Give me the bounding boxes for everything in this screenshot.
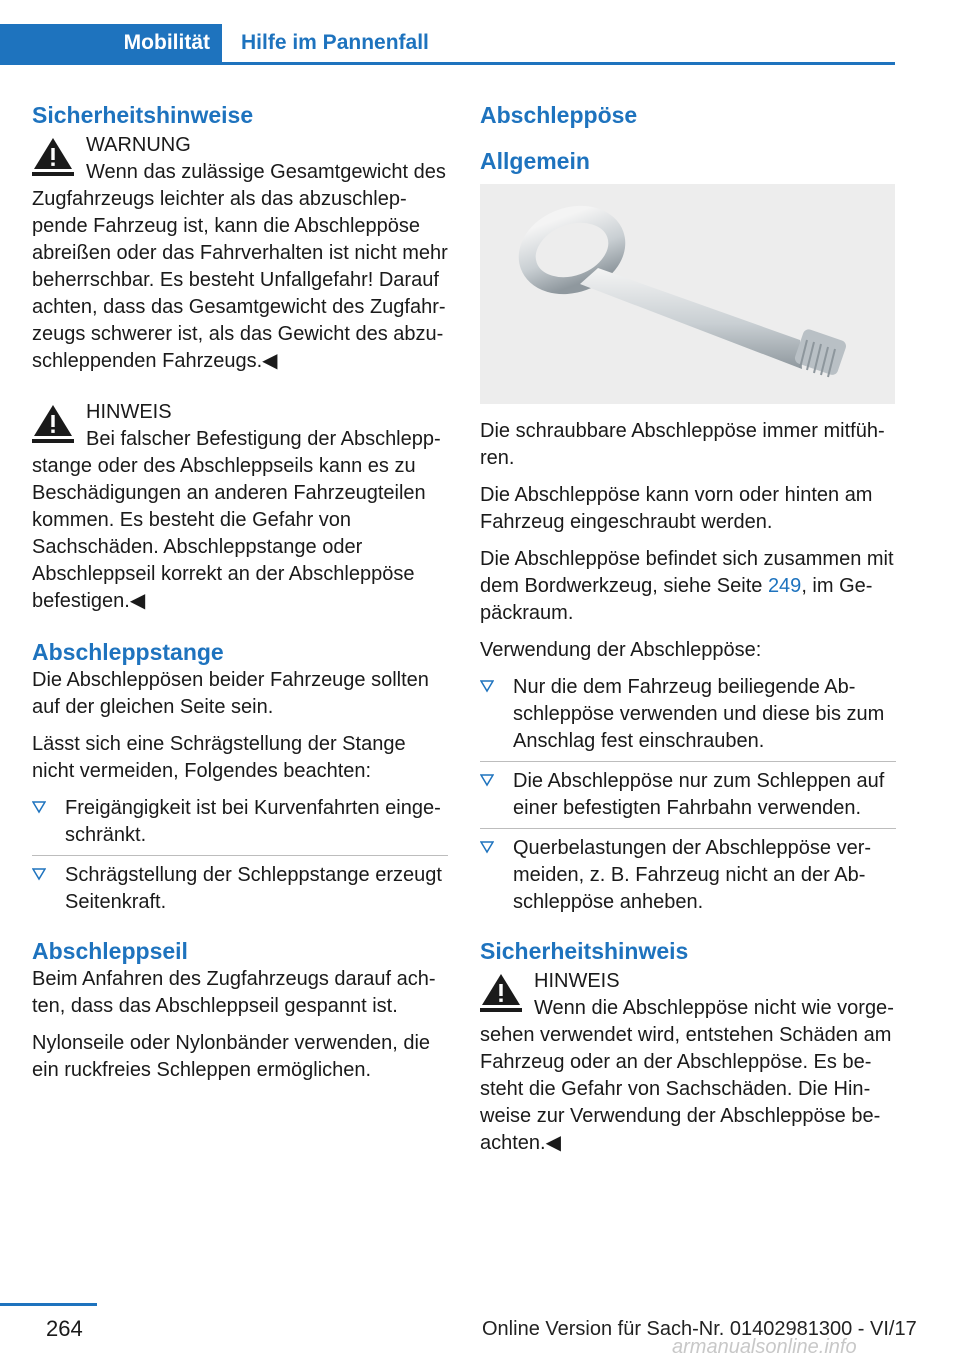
heading-abschleppoese: Abschleppöse (480, 102, 638, 128)
text: , im Gepäckraum. (480, 575, 873, 624)
notice-title: HINWEIS (86, 401, 172, 423)
paragraph: Die schraubbare Abschleppöse immer mitführen. (480, 420, 885, 469)
list-item-text: Freigängigkeit ist bei Kurvenfahrten eingeschränkt. (65, 797, 441, 846)
right-column (480, 100, 896, 1179)
heading-abschleppstange: Abschleppstange (32, 639, 224, 665)
paragraph: Beim Anfahren des Zugfahrzeugs darauf achten, dass das Abschleppseil gespannt ist. (32, 968, 436, 1017)
paragraph: Nylonseile oder Nylonbänder verwenden, die ein ruckfreies Schleppen ermöglichen. (32, 1032, 431, 1081)
warning-box (32, 130, 448, 375)
notice-title: HINWEIS (534, 970, 620, 992)
watermark: armanualsonline.info (672, 1336, 857, 1358)
notice-box (480, 966, 896, 1157)
heading-sicherheitshinweise: Sicherheitshinweise (32, 102, 254, 128)
page-number: 264 (46, 1316, 83, 1341)
list-item-text: Die Abschleppöse nur zum Schleppen auf einer befestigten Fahrbahn verwenden. (513, 770, 885, 819)
triangle-bullet-icon (480, 773, 494, 787)
online-version-note: Online Version für Sach-Nr. 01402981300 - VI/17 (482, 1318, 917, 1340)
list-item-text: Schrägstellung der Schleppstange erzeugt Seitenkraft. (65, 864, 442, 913)
page-reference-link[interactable]: 249 (767, 575, 802, 597)
warning-triangle-icon (480, 972, 522, 1012)
list-item (480, 674, 896, 762)
notice-box (32, 397, 448, 615)
triangle-bullet-icon (480, 840, 494, 854)
triangle-bullet-icon (32, 800, 46, 814)
bullet-list (480, 674, 896, 922)
heading-abschleppseil: Abschleppseil (32, 938, 188, 964)
header-tabs (0, 24, 895, 65)
triangle-bullet-icon (32, 867, 46, 881)
warning-triangle-icon (32, 403, 74, 443)
notice-text: Bei falscher Befestigung der Abschleppstange oder des Abschleppseils kann es zu Beschädigungen an anderen Fahrzeugteilen kommen. Es besteht die Gefahr von Sachschäden. Abschleppstange oder Abschleppseil korrekt an der Abschleppöse befestigen.◀ (32, 428, 441, 612)
warning-text: Wenn das zulässige Gesamtgewicht des Zugfahrzeugs leichter als das abzuschleppende Fahrzeug ist, kann die Abschleppöse abreißen oder das Fahrverhalten ist nicht mehr beherrschbar. Es besteht Unfallgefahr! Darauf achten, dass das Gesamtgewicht des Zugfahrzeugs schwerer ist, als das Gewicht des abzuschleppenden Fahrzeugs.◀ (32, 161, 448, 372)
warning-triangle-icon (32, 136, 74, 176)
paragraph: Verwendung der Abschleppöse: (480, 639, 762, 661)
notice-text: Wenn die Abschleppöse nicht wie vorgesehen verwendet wird, entstehen Schäden am Fahrzeug oder an der Abschleppöse. Es besteht die Gefahr von Sachschäden. Die Hinweise zur Verwendung der Abschleppöse beachten.◀ (480, 997, 894, 1154)
left-column (32, 100, 448, 1094)
tab-hilfe-im-pannenfall[interactable]: Hilfe im Pannenfall (241, 31, 429, 54)
paragraph: Lässt sich eine Schrägstellung der Stange nicht vermeiden, Folgendes beachten: (32, 733, 406, 782)
paragraph (480, 546, 896, 627)
list-item (480, 835, 896, 922)
text: Die Abschleppöse befindet sich zusammen mit dem Bordwerkzeug, siehe Seite (480, 548, 894, 597)
footer-accent-line (0, 1303, 97, 1306)
tab-mobilitaet[interactable]: Mobilität (0, 24, 222, 62)
list-item (32, 862, 448, 922)
paragraph: Die Abschleppösen beider Fahrzeuge sollten auf der gleichen Seite sein. (32, 669, 429, 718)
heading-sicherheitshinweis: Sicherheitshinweis (480, 938, 689, 964)
warning-title: WARNUNG (86, 134, 191, 156)
bullet-list (32, 795, 448, 922)
paragraph: Die Abschleppöse kann vorn oder hinten am Fahrzeug eingeschraubt werden. (480, 484, 873, 533)
heading-allgemein: Allgemein (480, 148, 590, 174)
list-item-text: Nur die dem Fahrzeug beiliegende Abschleppöse verwenden und diese bis zum Anschlag fest einschrauben. (513, 676, 885, 752)
triangle-bullet-icon (480, 679, 494, 693)
list-item-text: Querbelastungen der Abschleppöse vermeiden, z. B. Fahrzeug nicht an der Abschleppöse anheben. (513, 837, 872, 913)
towing-eye-illustration (480, 184, 895, 404)
list-item (480, 768, 896, 829)
list-item (32, 795, 448, 856)
towing-eye-image (480, 184, 895, 404)
